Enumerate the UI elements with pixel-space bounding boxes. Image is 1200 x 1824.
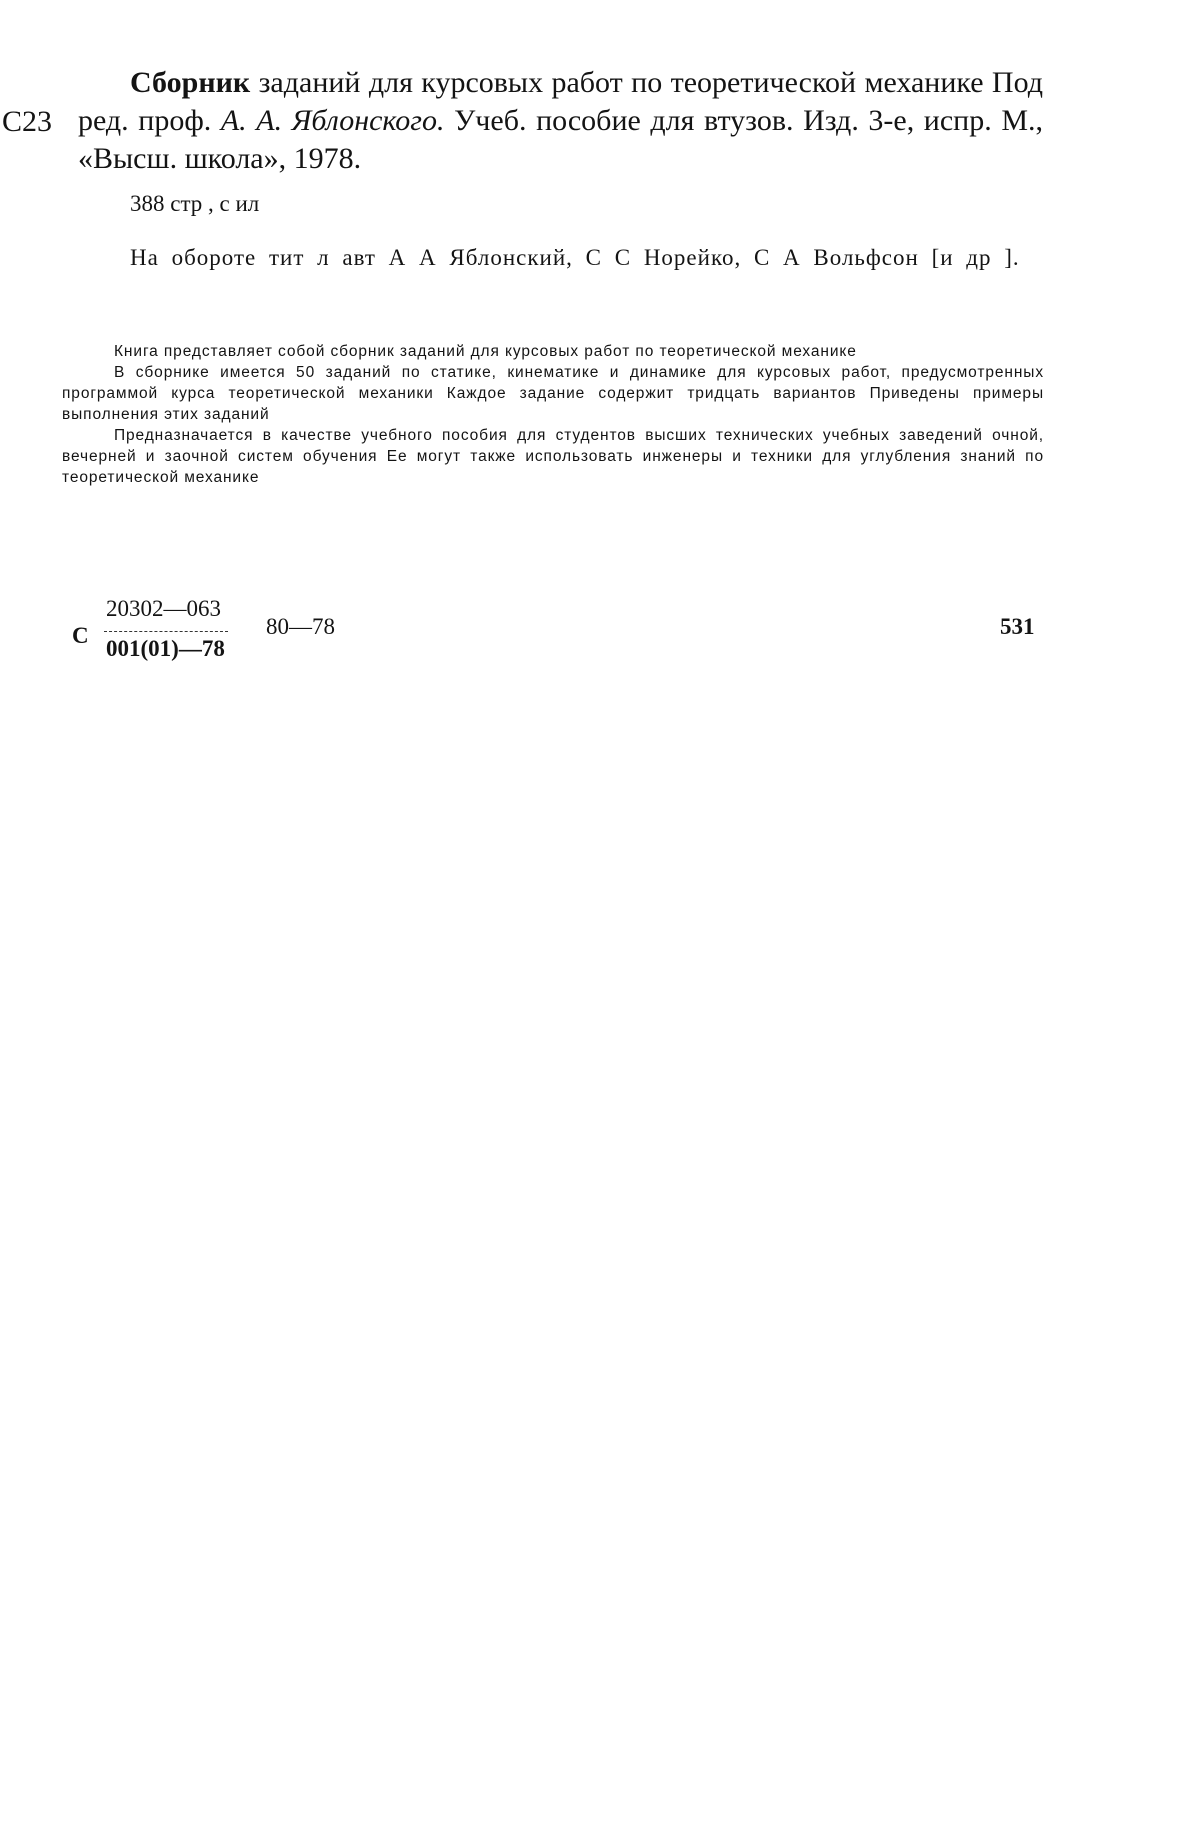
abstract-paragraph: В сборнике имеется 50 заданий по статике, кинематике и динамике для курсовых работ, предусмотренных программой курса теоретической механики Каждое задание содержит тридцать вариантов Приведены примеры выполнения этих заданий	[62, 364, 1044, 423]
catalog-code-denominator: 001(01)—78	[106, 636, 225, 661]
abstract	[62, 341, 1044, 488]
catalog-code-numerator: 20302—063	[106, 596, 221, 621]
pages-line: 388 стр , с ил	[130, 191, 260, 216]
catalog-code-fraction-line	[104, 631, 228, 632]
catalog-code-letter: С	[72, 623, 89, 648]
abstract-paragraph: Предназначается в качестве учебного пособия для студентов высших технических учебных заведений очной, вечерней и заочной систем обучения Ее могут также использовать инженеры и техники для углубления знаний по теоретической механике	[62, 427, 1044, 486]
entry-title-bold: Сборник	[130, 66, 251, 99]
bibliographic-entry	[78, 64, 1043, 178]
udc-number: 531	[1000, 614, 1035, 639]
abstract-paragraph: Книга представляет собой сборник заданий для курсовых работ по теоретической механике	[114, 343, 857, 360]
catalog-code-suffix: 80—78	[266, 614, 335, 639]
entry-title-rest: заданий для курсовых работ по теоретической механике Под ред. проф.	[78, 66, 1043, 137]
index-code: С23	[2, 105, 53, 138]
entry-editor: А. А. Яблонского.	[220, 104, 445, 137]
reverse-note: На обороте тит л авт А А Яблонский, С С Норейко, С А Вольфсон [и др ].	[130, 245, 1020, 270]
entry-publication: Учеб. пособие для втузов. Изд. 3-е, испр. М., «Высш. школа», 1978.	[78, 104, 1043, 175]
